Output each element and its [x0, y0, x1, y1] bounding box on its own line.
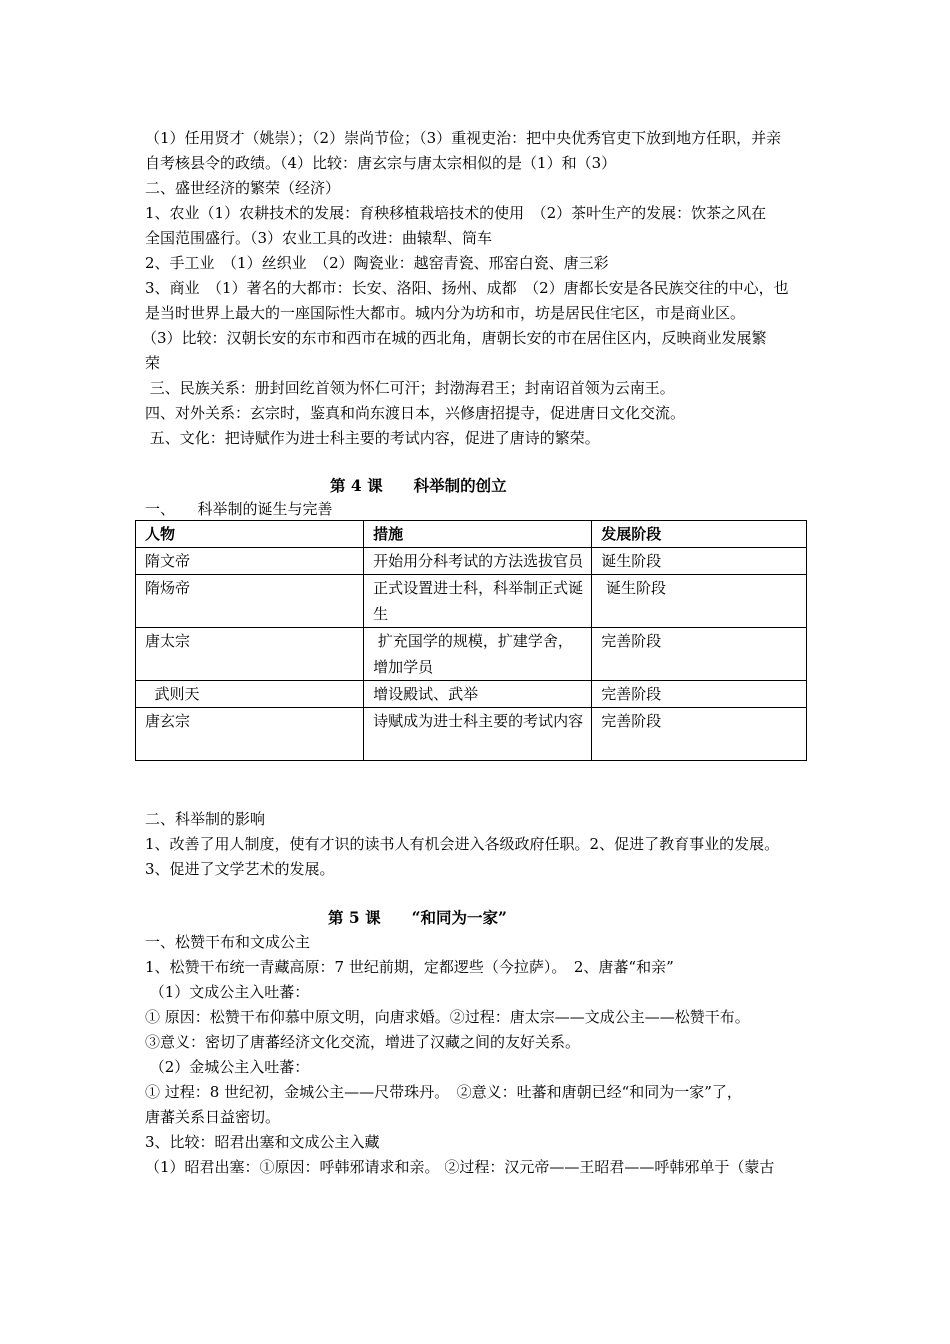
- table-row: [136, 628, 807, 681]
- text-line: 一、松赞干布和文成公主: [145, 933, 311, 951]
- table-cell: 完善阶段: [592, 708, 807, 761]
- text-line: 三、民族关系：册封回纥首领为怀仁可汗；封渤海君王；封南诏首领为云南王。: [145, 379, 675, 397]
- table-cell: 正式设置进士科，科举制正式诞生: [364, 575, 592, 628]
- lesson4-section: [145, 473, 825, 882]
- document-page: [142, 126, 825, 1180]
- intro-section: [142, 126, 825, 451]
- table-cell: 武则天: [136, 681, 364, 708]
- table-cell: 唐太宗: [136, 628, 364, 681]
- table-cell: 隋文帝: [136, 548, 364, 575]
- table-header-row: [136, 521, 807, 548]
- text-line: 1、松赞干布统一青藏高原：7 世纪前期，定都逻些（今拉萨）。 2、唐蕃“和亲”: [145, 958, 674, 976]
- table-row: [136, 681, 807, 708]
- text-line: 1、改善了用人制度，使有才识的读书人有机会进入各级政府任职。2、促进了教育事业的发展。: [145, 835, 780, 853]
- table-cell: 诞生阶段: [592, 575, 807, 628]
- text-line: ③意义：密切了唐蕃经济文化交流，增进了汉藏之间的友好关系。: [145, 1033, 581, 1051]
- text-line: 自考核县令的政绩。（4）比较：唐玄宗与唐太宗相似的是（1）和（3）: [145, 154, 617, 172]
- text-line: 五、文化：把诗赋作为进士科主要的考试内容，促进了唐诗的繁荣。: [145, 429, 600, 447]
- text-line: 二、盛世经济的繁荣（经济）: [145, 179, 341, 197]
- text-line: 唐蕃关系日益密切。: [145, 1108, 281, 1126]
- text-line: ① 原因：松赞干布仰慕中原文明，向唐求婚。②过程：唐太宗——文成公主——松赞干布。: [145, 1008, 750, 1026]
- lesson5-title: 第 5 课 “和同为一家”: [328, 908, 507, 927]
- table-cell: 唐玄宗: [136, 708, 364, 761]
- table-row: [136, 548, 807, 575]
- text-line: 3、商业 （1）著名的大都市：长安、洛阳、扬州、成都 （2）唐都长安是各民族交往的中心，也: [145, 279, 789, 297]
- table-header-cell: 人物: [136, 521, 364, 548]
- text-line: 是当时世界上最大的一座国际性大都市。城内分为坊和市，坊是居民住宅区，市是商业区。: [145, 304, 746, 322]
- table-cell: 诗赋成为进士科主要的考试内容: [364, 708, 592, 761]
- text-line: （3）比较：汉朝长安的东市和西市在城的西北角，唐朝长安的市在居住区内，反映商业发展繁: [142, 329, 767, 347]
- table-cell: 诞生阶段: [592, 548, 807, 575]
- text-line: 四、对外关系：玄宗时，鉴真和尚东渡日本，兴修唐招提寺，促进唐日文化交流。: [145, 404, 686, 422]
- keju-table: [135, 520, 807, 761]
- text-line: （1）文成公主入吐蕃：: [145, 983, 310, 1001]
- text-line: ① 过程：8 世纪初，金城公主——尺带珠丹。 ②意义：吐蕃和唐朝已经“和同为一家”了，: [145, 1083, 742, 1101]
- text-line: 2、手工业 （1）丝织业 （2）陶瓷业：越窑青瓷、邢窑白瓷、唐三彩: [145, 254, 609, 272]
- lesson4-subheading: 一、 科举制的诞生与完善: [145, 500, 333, 518]
- table-cell: 完善阶段: [592, 628, 807, 681]
- text-line: 荣: [145, 354, 161, 372]
- text-line: （1）昭君出塞：①原因：呼韩邪请求和亲。 ②过程：汉元帝——王昭君——呼韩邪单于（蒙古: [145, 1158, 775, 1176]
- table-row: [136, 708, 807, 761]
- table-cell: 隋炀帝: [136, 575, 364, 628]
- text-line: 3、促进了文学艺术的发展。: [145, 860, 335, 878]
- table-cell: 完善阶段: [592, 681, 807, 708]
- table-cell: 扩充国学的规模，扩建学舍，增加学员: [364, 628, 592, 681]
- lesson5-section: [145, 905, 825, 1180]
- text-line: （1）任用贤才（姚崇）；（2）崇尚节俭；（3）重视吏治：把中央优秀官吏下放到地方任职，并亲: [145, 129, 782, 147]
- table-row: [136, 575, 807, 628]
- text-line: 1、农业（1）农耕技术的发展：育秧移植栽培技术的使用 （2）茶叶生产的发展：饮茶之风在: [145, 204, 767, 222]
- table-header-cell: 措施: [364, 521, 592, 548]
- table-cell: 开始用分科考试的方法选拔官员: [364, 548, 592, 575]
- text-line: 3、比较：昭君出塞和文成公主入藏: [145, 1133, 380, 1151]
- table-cell: 增设殿试、武举: [364, 681, 592, 708]
- text-line: 二、科举制的影响: [145, 810, 266, 828]
- lesson4-title: 第 4 课 科举制的创立: [330, 476, 507, 495]
- text-line: 全国范围盛行。（3）农业工具的改进：曲辕犁、筒车: [145, 229, 493, 247]
- table-header-cell: 发展阶段: [592, 521, 807, 548]
- text-line: （2）金城公主入吐蕃：: [145, 1058, 310, 1076]
